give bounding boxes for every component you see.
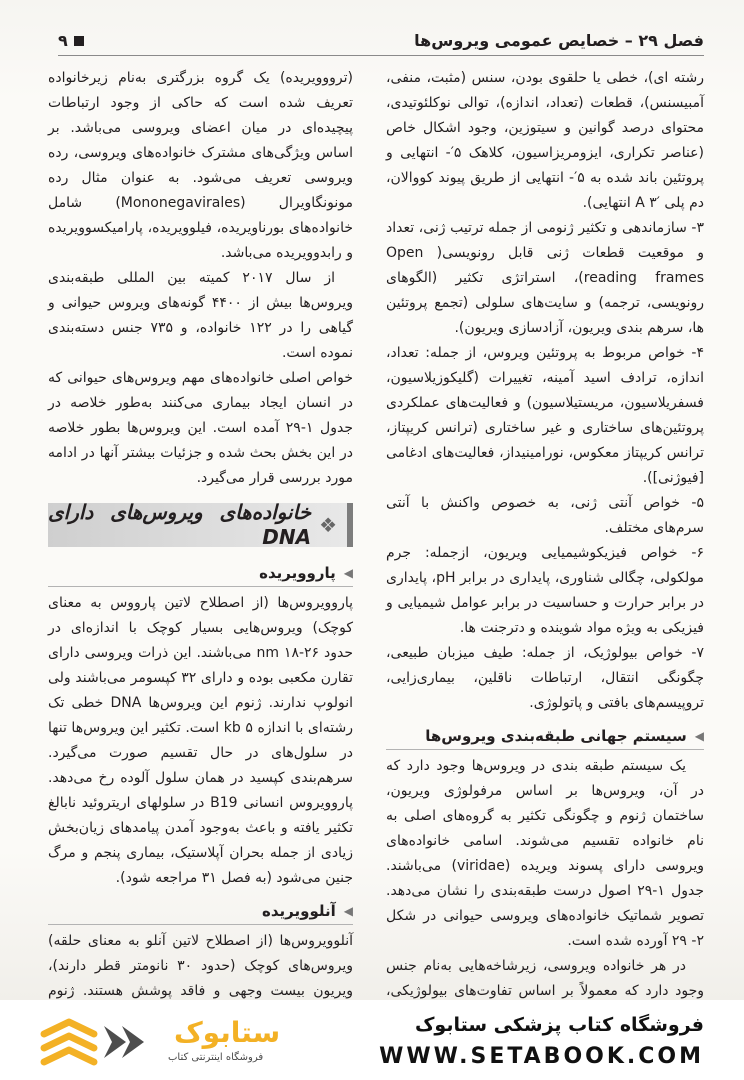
paragraph: آنلوویروس‌ها (از اصطلاح لاتین آنلو به معنای حلقه) ویروس‌های کوچک (حدود ۳۰ نانومتر قطر دارند)، ویریون بیست وجهی و فاقد پوشش هستند. ژنوم bbox=[48, 933, 353, 999]
page-number-group bbox=[58, 31, 84, 50]
section-heading: ◀ سیستم جهانی طبقه‌بندی ویروس‌ها bbox=[386, 724, 704, 750]
diamond-bullet-icon: ❖ bbox=[319, 512, 337, 537]
triangle-bullet-icon: ◀ bbox=[343, 566, 353, 580]
store-name: فروشگاه کتاب پزشکی ستابوک bbox=[414, 1014, 704, 1036]
square-marker-icon bbox=[74, 36, 84, 46]
triangle-bullet-icon: ◀ bbox=[343, 904, 353, 918]
left-column bbox=[48, 66, 353, 1000]
paragraph: یک سیستم طبقه بندی در ویروس‌ها وجود دارد که در آن، ویروس‌ها بر اساس مرفولوژی ویریون، ساختمان ژنوم و چگونگی تکثیر به گروه‌های اصلی به نام خانواده تقسیم می‌شوند. اسامی خانواده‌های ویروسی دارای پسوند ویریده (viridae) می‌باشند. جدول ۱-۲۹ اصول درست طبقه‌بندی را نشان می‌دهد. تصویر شماتیک خانواده‌های ویروسی حیوانی در شکل ۲- ۲۹ آورده شده است. bbox=[386, 758, 704, 949]
paragraph: ۴- خواص مربوط به پروتئین ویروس، از جمله: تعداد، اندازه، ترادف اسید آمینه، تغییرات (گلیکوزیلاسیون، فسفریلاسیون، مریستیلاسیون) و فعالیت‌های عملکردی پروتئین‌های ساختاری و غیر ساختاری (ترانس کریپتاز، ترانس کریپتاز معکوس، نورامینیداز، فعالیت‌های ادغامی [فیوژنی]). bbox=[386, 345, 704, 486]
paragraph: خواص اصلی خانواده‌های مهم ویروس‌های حیوانی که در انسان ایجاد بیماری می‌کنند به‌طور خلاصه در جدول ۱-۲۹ آمده است. این ویروس‌ها بطور خلاصه در این بخش بحث شده و جزئیات بیشتر آنها در ادامه مورد بررسی قرار می‌گیرد. bbox=[48, 370, 353, 486]
paragraph: رشته ای)، خطی یا حلقوی بودن، سنس (مثبت، منفی، آمبیسنس)، قطعات (تعداد، اندازه)، توالی نوکلئوتیدی، محتوای درصد گوانین و سیتوزین، وجود اشکال خاص (عناصر تکراری، ایزومریزاسیون، کلاهک ۵′- انتهایی و پروتئین باند شده به ۵′- انتهایی از طریق پیوند کووالان، دم پلی A ۳′ انتهایی). bbox=[386, 70, 704, 211]
right-column bbox=[386, 66, 704, 1000]
logo-subtitle: فروشگاه اینترنتی کتاب bbox=[168, 1052, 264, 1063]
page-number: ۹ bbox=[58, 31, 68, 50]
store-url-link[interactable]: WWW.SETABOOK.COM bbox=[379, 1044, 704, 1069]
subsection-heading: ◀ آنلوویریده bbox=[48, 899, 353, 925]
chapter-title: فصل ۲۹ – خصایص عمومی ویروس‌ها bbox=[414, 31, 704, 50]
book-logo-icon bbox=[34, 1012, 164, 1072]
running-header bbox=[58, 26, 704, 56]
paragraph: از سال ۲۰۱۷ کمیته بین المللی طبقه‌بندی ویروس‌ها بیش از ۴۴۰۰ گونه‌های ویروس حیوانی و گیاهی را در ۱۲۲ خانواده، و ۷۳۵ جنس دسته‌بندی نموده است. bbox=[48, 270, 354, 361]
triangle-bullet-icon: ◀ bbox=[694, 729, 704, 743]
store-logo[interactable] bbox=[34, 1012, 292, 1072]
paragraph: پاروویروس‌ها (از اصطلاح لاتین پارووس به معنای کوچک) ویروس‌هایی بسیار کوچک با اندازه‌ای در حدود ۲۶-۱۸ nm می‌باشند. این ذرات ویروسی دارای تقارن مکعبی بوده و دارای ۳۲ کپسومر می‌باشند ولی انولوپ ندارند. ژنوم این ویروس‌ها DNA خطی تک رشته‌ای با اندازه ۵ kb است. تکثیر این ویروس‌ها تنها در سلول‌های در حال تقسیم صورت می‌گیرد. سرهم‌بندی کپسید در همان سلول آلوده رخ می‌دهد. پاروویروس انسانی B19 در سلولهای اریتروئید نابالغ تکثیر یافته و باعث به‌وجود آمدن پیامدهای زیان‌بخش زیادی از جمله بحران آپلاستیک، بیماری پنجم و مرگ جنین می‌شود (به فصل ۳۱ مراجعه شود). bbox=[48, 595, 353, 886]
paragraph: ۳- سازماندهی و تکثیر ژنومی از جمله ترتیب ژنی، تعداد و موقعیت قطعات ژنی قابل رونویسی( Open reading frames)، استراتژی تکثیر (الگوهای رونویسی، ترجمه) و سایت‌های سلولی (تجمع پروتئین ها، سرهم بندی ویریون، آزادسازی ویریون). bbox=[386, 220, 705, 336]
logo-wordmark: ستابوک bbox=[174, 1016, 281, 1049]
paragraph: ۷- خواص بیولوژیک، از جمله: طیف میزبان طبیعی، چگونگی انتقال، ارتباطات ناقلین، بیماری‌زایی، تروپیسم‌های بافتی و پاتولوژی. bbox=[386, 645, 704, 711]
store-banner bbox=[0, 1000, 744, 1080]
subsection-heading: ◀ پاروویریده bbox=[48, 561, 353, 587]
paragraph: در هر خانواده ویروسی، زیرشاخه‌هایی به‌نام جنس وجود دارد که معمولاً بر اساس تفاوت‌های بیولوژیکی، bbox=[386, 958, 704, 999]
paragraph: ۶- خواص فیزیکوشیمیایی ویریون، ازجمله: جرم مولکولی، چگالی شناوری، پایداری در برابر pH، پایداری در برابر حرارت و حساسیت در برابر عوامل شیمیایی و فیزیکی به ویژه مواد شوینده و دترجنت ها. bbox=[386, 545, 705, 636]
paragraph: ۵- خواص آنتی ژنی، به خصوص واکنش با آنتی سرم‌های مختلف. bbox=[386, 495, 704, 536]
paragraph: (ترووویریده) یک گروه بزرگتری به‌نام زیرخانواده تعریف شده است که حاکی از وجود ارتباطات پیچیده‌ای در میان اعضای ویروسی می‌باشد. بر اساس ویژگی‌های مشترک خانواده‌های ویروسی، رده ویروسی تعریف می‌شود. به عنوان مثال رده مونونگاویرال (Mononegavirales) شامل خانواده‌های بورناویریده، فیلوویریده، پارامیکسوویریده و رابدوویریده می‌باشد. bbox=[48, 70, 353, 261]
chapter-section-heading: ❖ خانواده‌های ویروس‌های دارای DNA bbox=[48, 503, 353, 547]
